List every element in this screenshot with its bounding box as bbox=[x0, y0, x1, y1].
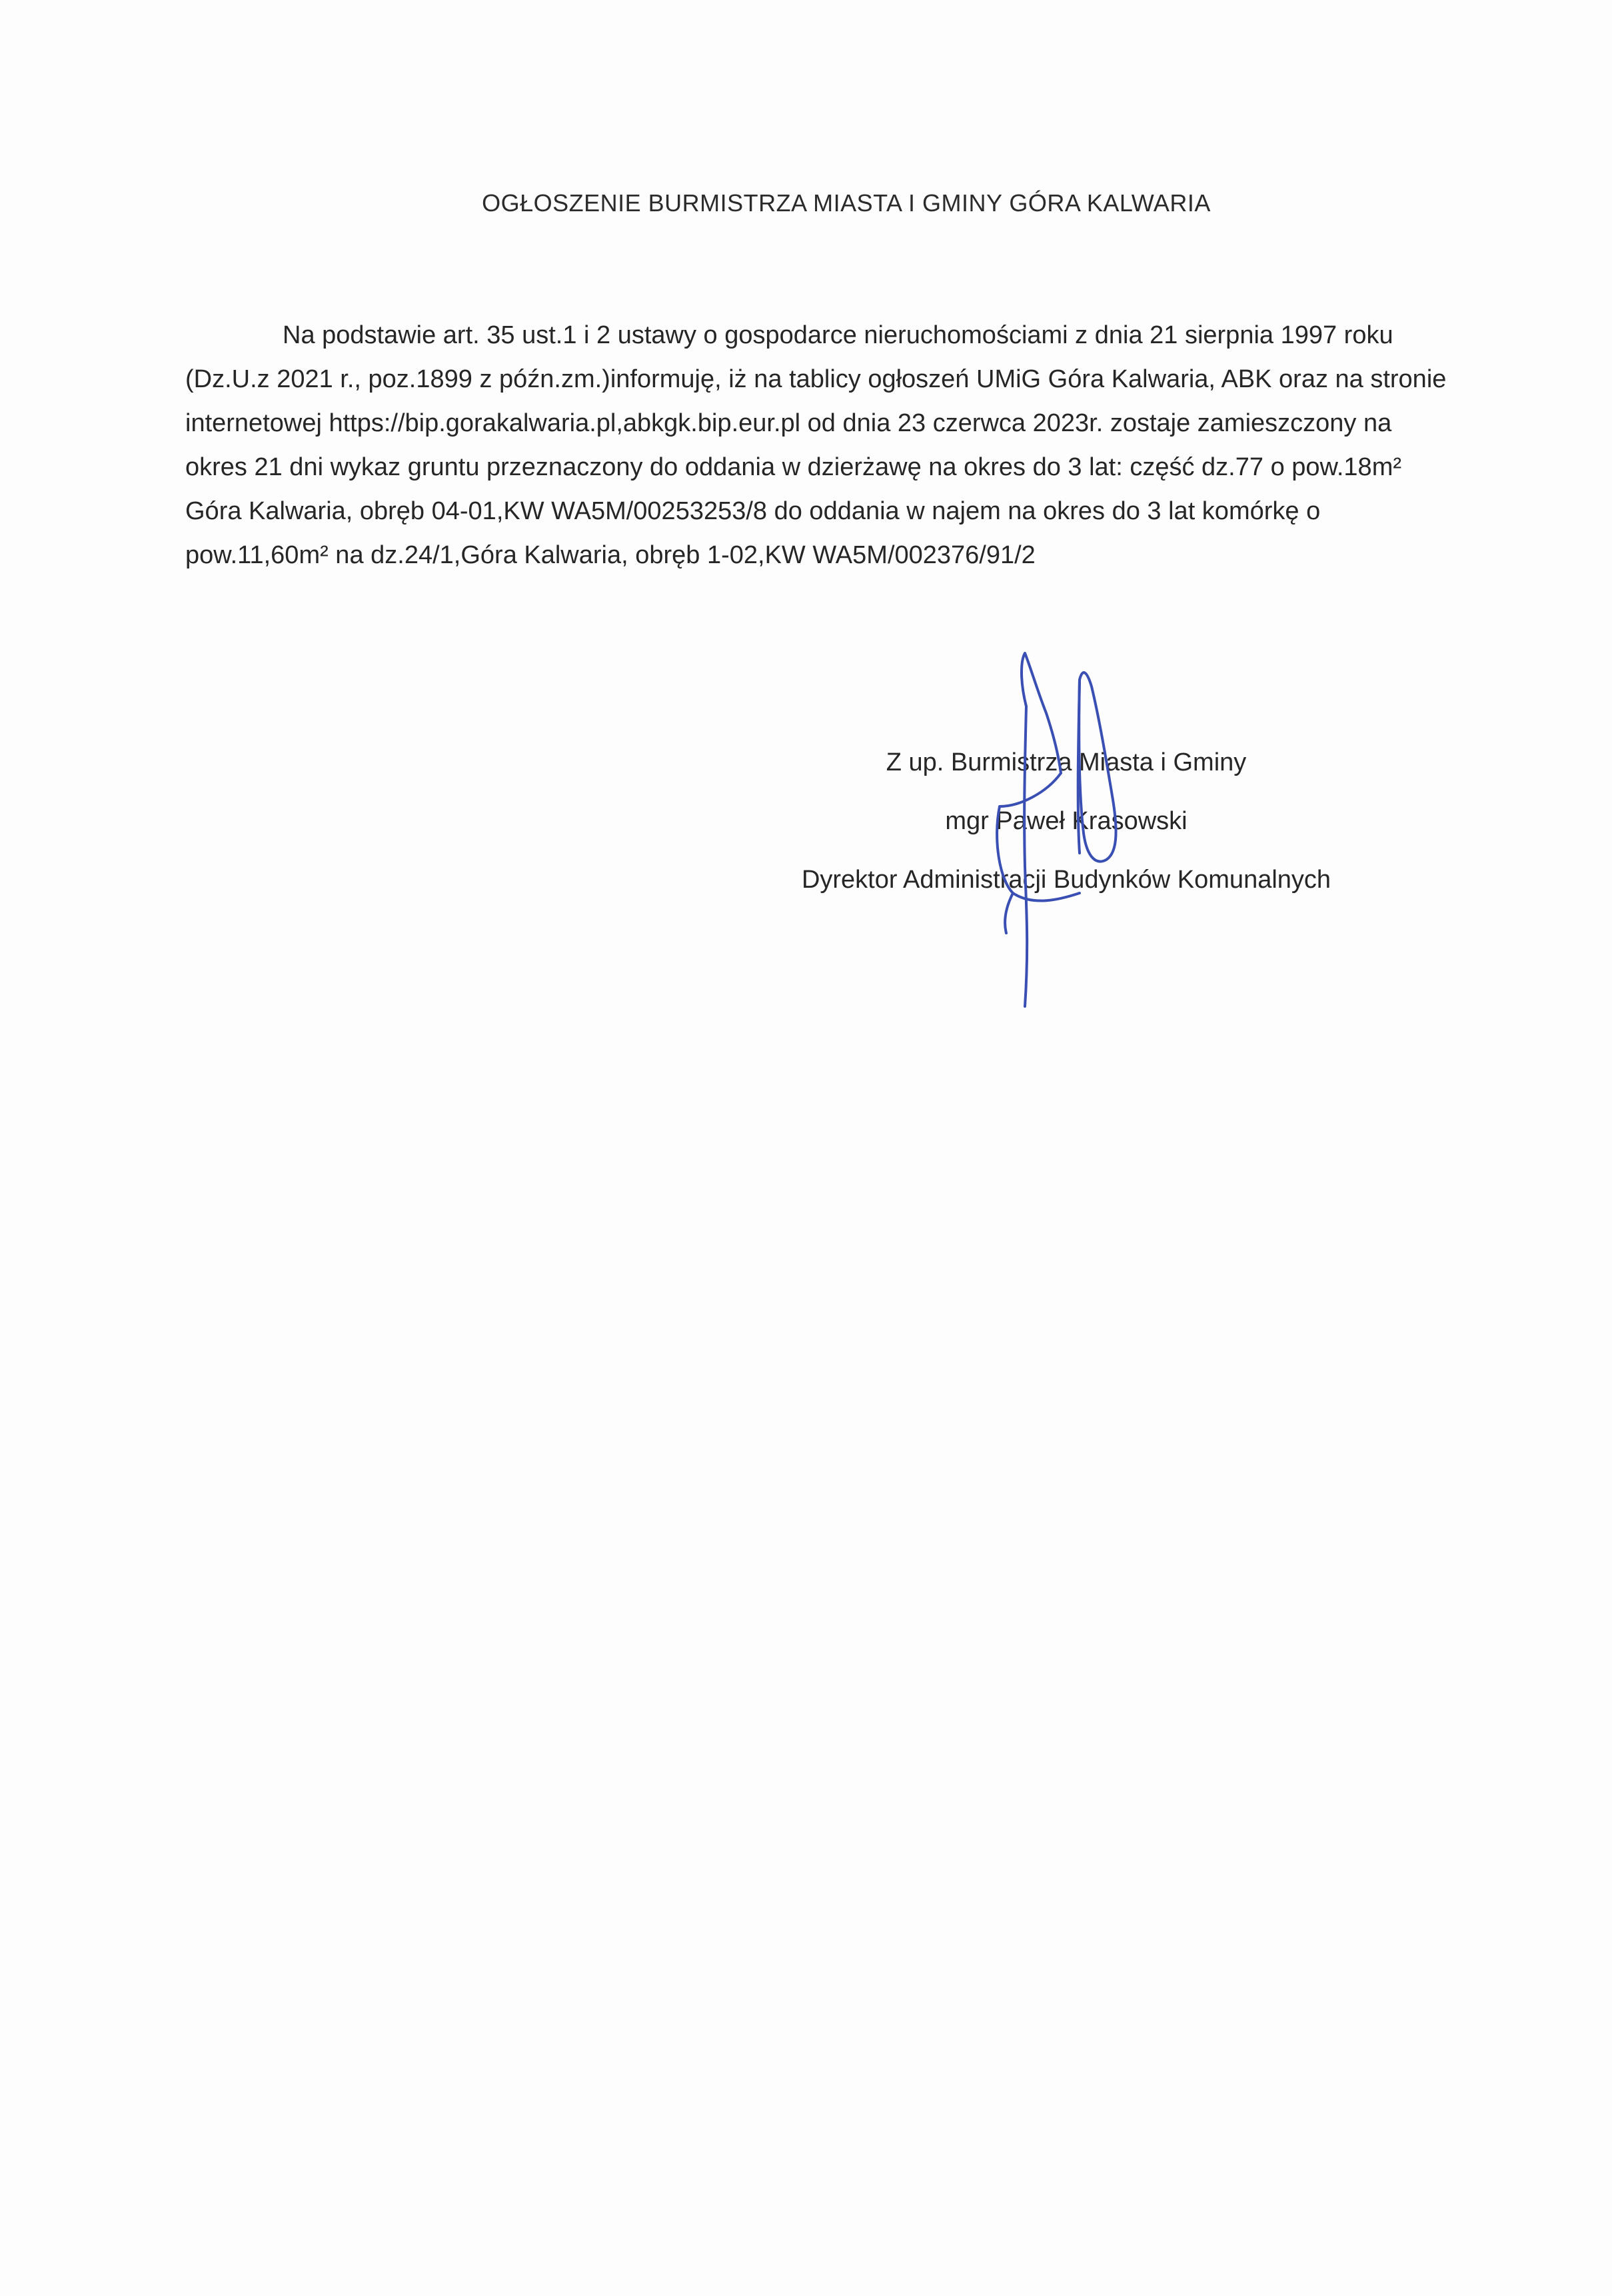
signature-stroke-6 bbox=[1005, 893, 1013, 933]
announcement-title: OGŁOSZENIE BURMISTRZA MIASTA I GMINY GÓRA KALWARIA bbox=[482, 189, 1211, 217]
announcement-body bbox=[185, 313, 1451, 577]
handwritten-signature bbox=[946, 640, 1160, 1013]
announcement-paragraph: Na podstawie art. 35 ust.1 i 2 ustawy o gospodarce nieruchomościami z dnia 21 sierpnia 1997 roku (Dz.U.z 2021 r., poz.1899 z późn.zm.)informuję, iż na tablicy ogłoszeń UMiG Góra Kalwaria, ABK oraz na stronie internetowej https://bip.gorakalwaria.pl,abkgk.bip.eur.pl od dnia 23 czerwca 2023r. zostaje zamieszczony na okres 21 dni wykaz gruntu przeznaczony do oddania w dzierżawę na okres do 3 lat: część dz.77 o pow.18m² Góra Kalwaria, obręb 04-01,KW WA5M/00253253/8 do oddania w najem na okres do 3 lat komórkę o pow.11,60m² na dz.24/1,Góra Kalwaria, obręb 1-02,KW WA5M/002376/91/2 bbox=[185, 321, 1447, 569]
signature-stroke-2 bbox=[1024, 706, 1027, 1006]
signature-stroke-3 bbox=[997, 773, 1080, 901]
signature-stroke-5 bbox=[1078, 680, 1080, 853]
signature-line-authorization: Z up. Burmistrza Miasta i Gminy bbox=[886, 748, 1247, 776]
signature-line-name: mgr Paweł Krasowski bbox=[945, 807, 1188, 835]
signature-stroke-4 bbox=[1079, 672, 1116, 862]
signature-stroke-1 bbox=[1022, 653, 1061, 773]
signature-line-position: Dyrektor Administracji Budynków Komunalnych bbox=[801, 866, 1331, 894]
